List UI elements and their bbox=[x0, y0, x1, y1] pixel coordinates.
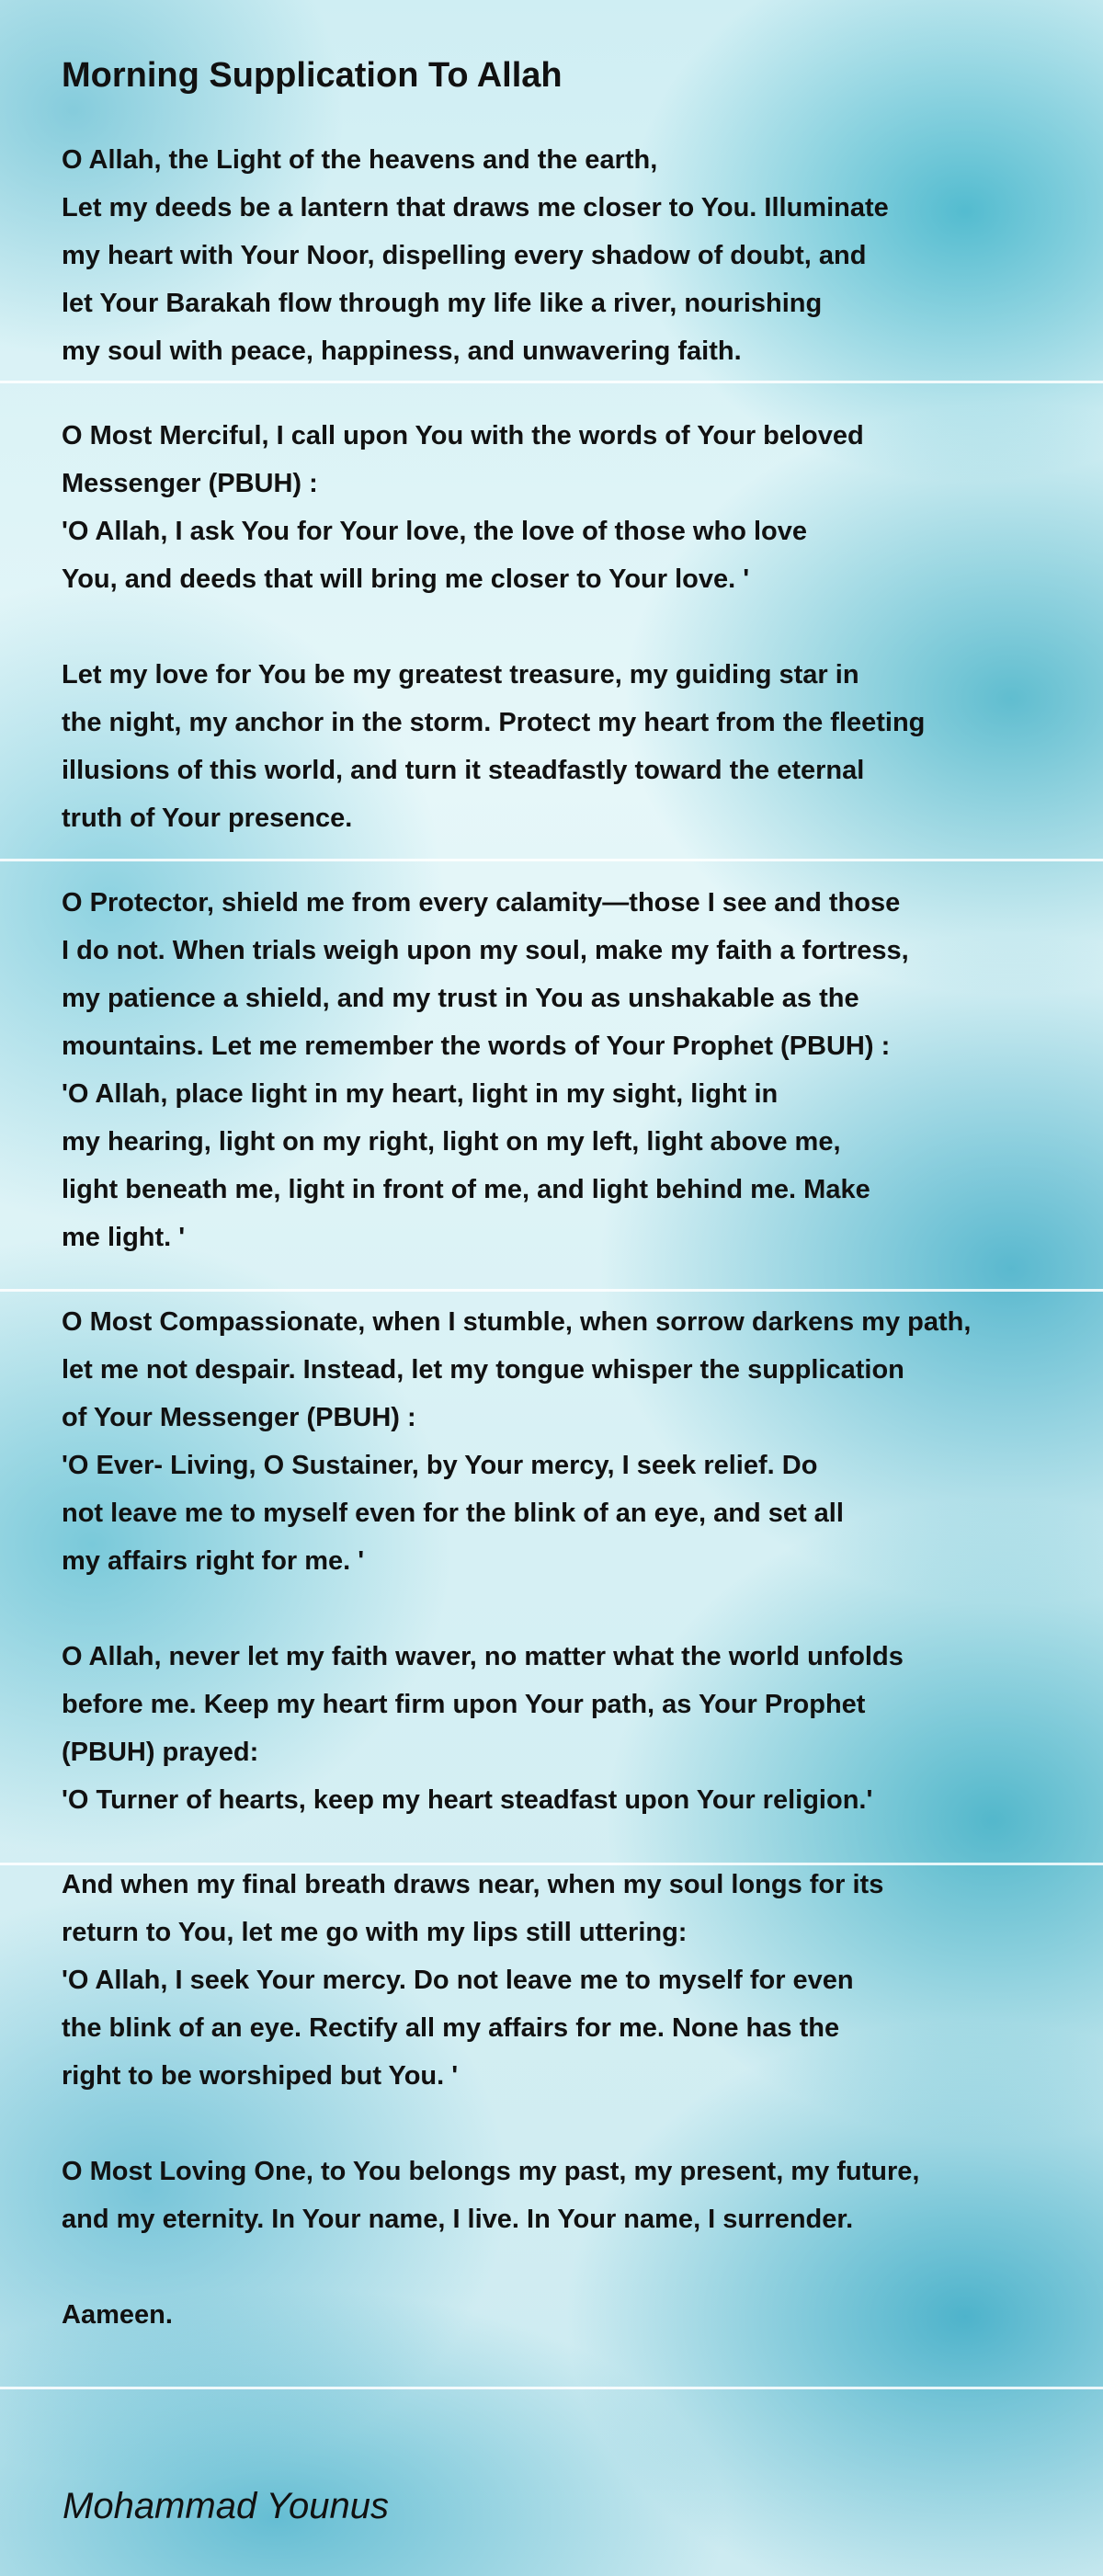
poem-line: 'O Ever- Living, O Sustainer, by Your mercy, I seek relief. Do bbox=[62, 1451, 818, 1480]
poem-line: You, and deeds that will bring me closer to Your love. ' bbox=[62, 564, 750, 594]
poem-title: Morning Supplication To Allah bbox=[62, 56, 563, 95]
poem-line: let Your Barakah flow through my life like a river, nourishing bbox=[62, 289, 823, 318]
poem-line: I do not. When trials weigh upon my soul, make my faith a fortress, bbox=[62, 936, 909, 965]
poem-line: And when my final breath draws near, when my soul longs for its bbox=[62, 1870, 884, 1899]
poem-line: O Most Compassionate, when I stumble, when sorrow darkens my path, bbox=[62, 1307, 972, 1337]
poem-line: not leave me to myself even for the blink of an eye, and set all bbox=[62, 1499, 844, 1528]
poem-line: illusions of this world, and turn it steadfastly toward the eternal bbox=[62, 756, 865, 785]
poem-line: O Most Merciful, I call upon You with the words of Your beloved bbox=[62, 421, 864, 450]
poem-line: 'O Allah, place light in my heart, light in my sight, light in bbox=[62, 1079, 779, 1109]
stanza-5 bbox=[62, 1861, 1082, 2339]
poem-line: the blink of an eye. Rectify all my affairs for me. None has the bbox=[62, 2013, 840, 2043]
stanza-1 bbox=[62, 136, 1082, 375]
poem-line: light beneath me, light in front of me, and light behind me. Make bbox=[62, 1175, 870, 1204]
poem-line: right to be worshiped but You. ' bbox=[62, 2061, 459, 2091]
line-gap bbox=[62, 2100, 1082, 2148]
poem-line: 'O Allah, I seek Your mercy. Do not leave me to myself for even bbox=[62, 1966, 854, 1995]
poem-line: the night, my anchor in the storm. Protect my heart from the fleeting bbox=[62, 708, 926, 737]
poem-line: before me. Keep my heart firm upon Your path, as Your Prophet bbox=[62, 1690, 866, 1719]
poem-line: O Allah, the Light of the heavens and the earth, bbox=[62, 145, 658, 175]
line-gap bbox=[62, 1585, 1082, 1633]
poem-line: Aameen. bbox=[62, 2300, 173, 2330]
poem-line: mountains. Let me remember the words of Your Prophet (PBUH) : bbox=[62, 1032, 891, 1061]
poem-line: (PBUH) prayed: bbox=[62, 1738, 259, 1767]
divider bbox=[0, 2387, 1103, 2389]
stanza-4 bbox=[62, 1298, 1082, 1824]
poem-line: 'O Allah, I ask You for Your love, the love of those who love bbox=[62, 517, 807, 546]
poem-line: my soul with peace, happiness, and unwavering faith. bbox=[62, 336, 742, 366]
poem-line: O Most Loving One, to You belongs my past, my present, my future, bbox=[62, 2157, 920, 2186]
poem-line: Let my love for You be my greatest treasure, my guiding star in bbox=[62, 660, 859, 690]
poem-line: 'O Turner of hearts, keep my heart steadfast upon Your religion.' bbox=[62, 1785, 873, 1815]
stanza-3 bbox=[62, 879, 1082, 1261]
poem-line: Let my deeds be a lantern that draws me closer to You. Illuminate bbox=[62, 193, 889, 222]
poem-line: me light. ' bbox=[62, 1223, 186, 1252]
poem-author: Mohammad Younus bbox=[63, 2486, 390, 2526]
poem-line: Messenger (PBUH) : bbox=[62, 469, 318, 498]
poem-line: return to You, let me go with my lips still uttering: bbox=[62, 1918, 688, 1947]
stanza-2 bbox=[62, 412, 1082, 842]
poem-line: my affairs right for me. ' bbox=[62, 1546, 365, 1576]
line-gap bbox=[62, 2243, 1082, 2291]
poem-line: of Your Messenger (PBUH) : bbox=[62, 1403, 416, 1432]
poem-line: O Protector, shield me from every calamity—those I see and those bbox=[62, 888, 901, 918]
poem-line: my hearing, light on my right, light on my left, light above me, bbox=[62, 1127, 841, 1157]
poem bbox=[62, 37, 1082, 2339]
poem-line: and my eternity. In Your name, I live. In Your name, I surrender. bbox=[62, 2205, 854, 2234]
line-gap bbox=[62, 603, 1082, 651]
poem-line: my heart with Your Noor, dispelling every shadow of doubt, and bbox=[62, 241, 867, 270]
poem-line: my patience a shield, and my trust in You as unshakable as the bbox=[62, 984, 859, 1013]
poem-line: truth of Your presence. bbox=[62, 804, 353, 833]
poem-line: let me not despair. Instead, let my tongue whisper the supplication bbox=[62, 1355, 904, 1385]
poem-line: O Allah, never let my faith waver, no matter what the world unfolds bbox=[62, 1642, 904, 1671]
